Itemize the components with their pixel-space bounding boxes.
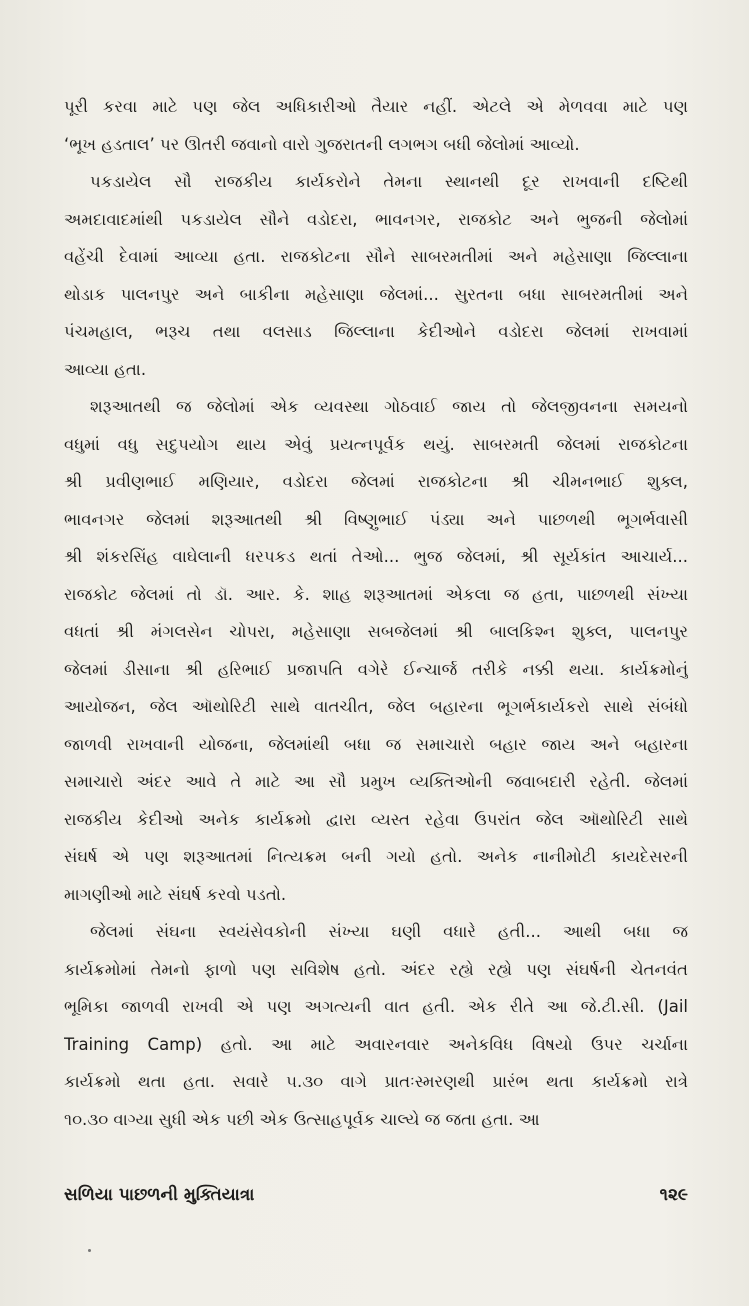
text-line: જેલમાં સંઘના સ્વયંસેવકોની સંખ્યા ઘણી વધારે હતી... આથી બધા જ: [90, 922, 688, 941]
text-line: ૧૦.૩૦ વાગ્યા સુધી એક પછી એક ઉત્સાહપૂર્વક ચાલ્યે જ જતા હતા. આ: [64, 1109, 540, 1129]
paragraph: [64, 388, 688, 913]
paragraph: [64, 88, 688, 163]
text-line: રાજકીય કેદીઓ અનેક કાર્યક્રમો દ્વારા વ્યસ્ત રહેવા ઉપરાંત જેલ ઑથોરિટી સાથે: [64, 809, 688, 829]
text-line: આયોજન, જેલ ઑથોરિટી સાથે વાતચીત, જેલ બહારના ભૂગર્ભકાર્યકરો સાથે સંબંધો: [64, 697, 688, 716]
text-line: વધુમાં વધુ સદુપયોગ થાય એવું પ્રયત્નપૂર્વક થયું. સાબરમતી જેલમાં રાજકોટના: [64, 434, 688, 454]
text-line: થોડાક પાલનપુર અને બાકીના મહેસાણા જેલમાં... સુરતના બધા સાબરમતીમાં અને: [64, 284, 688, 304]
text-line: Training Camp) હતો. આ માટે અવારનવાર અનેકવિધ વિષયો ઉપર ચર્ચાના: [64, 1034, 688, 1054]
text-line: શ્રી પ્રવીણભાઈ મણિયાર, વડોદરા જેલમાં રાજકોટના શ્રી ચીમનભાઈ શુક્લ,: [64, 472, 688, 491]
paragraph: [64, 163, 688, 388]
text-line: જાળવી રાખવાની યોજના, જેલમાંથી બધા જ સમાચારો બહાર જાય અને બહારના: [64, 734, 688, 754]
text-line: શરૂઆતથી જ જેલોમાં એક વ્યવસ્થા ગોઠવાઈ જાય તો જેલજીવનના સમયનો: [90, 397, 688, 416]
text-line: ભૂમિકા જાળવી રાખવી એ પણ અગત્યની વાત હતી. એક રીતે આ જે.ટી.સી. (Jail: [64, 997, 688, 1016]
text-line: શ્રી શંકરસિંહ વાઘેલાની ધરપકડ થતાં તેઓ... ભુજ જેલમાં, શ્રી સૂર્યકાંત આચાર્ય...: [64, 547, 688, 566]
text-line: માગણીઓ માટે સંઘર્ષ કરવો પડતો.: [64, 884, 287, 904]
text-line: પકડાયેલ સૌ રાજકીય કાર્યકરોને તેમના સ્થાનથી દૂર રાખવાની દષ્ટિથી: [90, 172, 688, 191]
text-line: ‘ભૂખ હડતાલ’ પર ઊતરી જવાનો વારો ગુજરાતની લગભગ બધી જેલોમાં આવ્યો.: [64, 134, 580, 154]
text-line: પંચમહાલ, ભરૂચ તથા વલસાડ જિલ્લાના કેદીઓને વડોદરા જેલમાં રાખવામાં: [64, 322, 688, 341]
text-line: ભાવનગર જેલમાં શરૂઆતથી શ્રી વિષ્ણુભાઈ પંડ્યા અને પાછળથી ભૂગર્ભવાસી: [64, 509, 688, 529]
print-speck: [88, 1249, 91, 1252]
text-line: અમદાવાદમાંથી પકડાયેલ સૌને વડોદરા, ભાવનગર, રાજકોટ અને ભુજની જેલોમાં: [64, 209, 688, 229]
text-line: સમાચારો અંદર આવે તે માટે આ સૌ પ્રમુખ વ્યક્તિઓની જવાબદારી રહેતી. જેલમાં: [64, 772, 688, 791]
text-line: જેલમાં ડીસાના શ્રી હરિભાઈ પ્રજાપતિ વગેરે ઈન્ચાર્જ તરીકે નક્કી થયા. કાર્યક્રમોનું: [64, 659, 688, 679]
page-number: ૧૨૯: [659, 1185, 688, 1205]
paragraph: [64, 913, 688, 1138]
text-line: કાર્યક્રમો થતા હતા. સવારે ૫.૩૦ વાગે પ્રાતઃસ્મરણથી પ્રારંભ થતા કાર્યક્રમો રાત્રે: [64, 1072, 688, 1091]
running-title: સળિયા પાછળની મુક્તિયાત્રા: [64, 1185, 255, 1205]
text-line: સંઘર્ષ એ પણ શરૂઆતમાં નિત્યક્રમ બની ગયો હતો. અનેક નાનીમોટી કાયદેસરની: [64, 847, 688, 866]
text-line: રાજકોટ જેલમાં તો ડૉ. આર. કે. શાહ શરૂઆતમાં એકલા જ હતા, પાછળથી સંખ્યા: [64, 584, 688, 604]
text-line: વધતાં શ્રી મંગલસેન ચોપરા, મહેસાણા સબજેલમાં શ્રી બાલકિશ્ન શુક્લ, પાલનપુર: [64, 622, 688, 641]
text-line: કાર્યક્રમોમાં તેમનો ફાળો પણ સવિશેષ હતો. અંદર રહ્યે રહ્યે પણ સંઘર્ષની ચેતનવંત: [64, 959, 688, 979]
text-line: આવ્યા હતા.: [64, 359, 147, 379]
page-footer: [64, 1180, 688, 1210]
text-line: પૂરી કરવા માટે પણ જેલ અધિકારીઓ તૈયાર નહીં. એટલે એ મેળવવા માટે પણ: [64, 97, 688, 116]
text-line: વહેંચી દેવામાં આવ્યા હતા. રાજકોટના સૌને સાબરમતીમાં અને મહેસાણા જિલ્લાના: [64, 247, 688, 266]
body-text: [64, 88, 688, 1138]
